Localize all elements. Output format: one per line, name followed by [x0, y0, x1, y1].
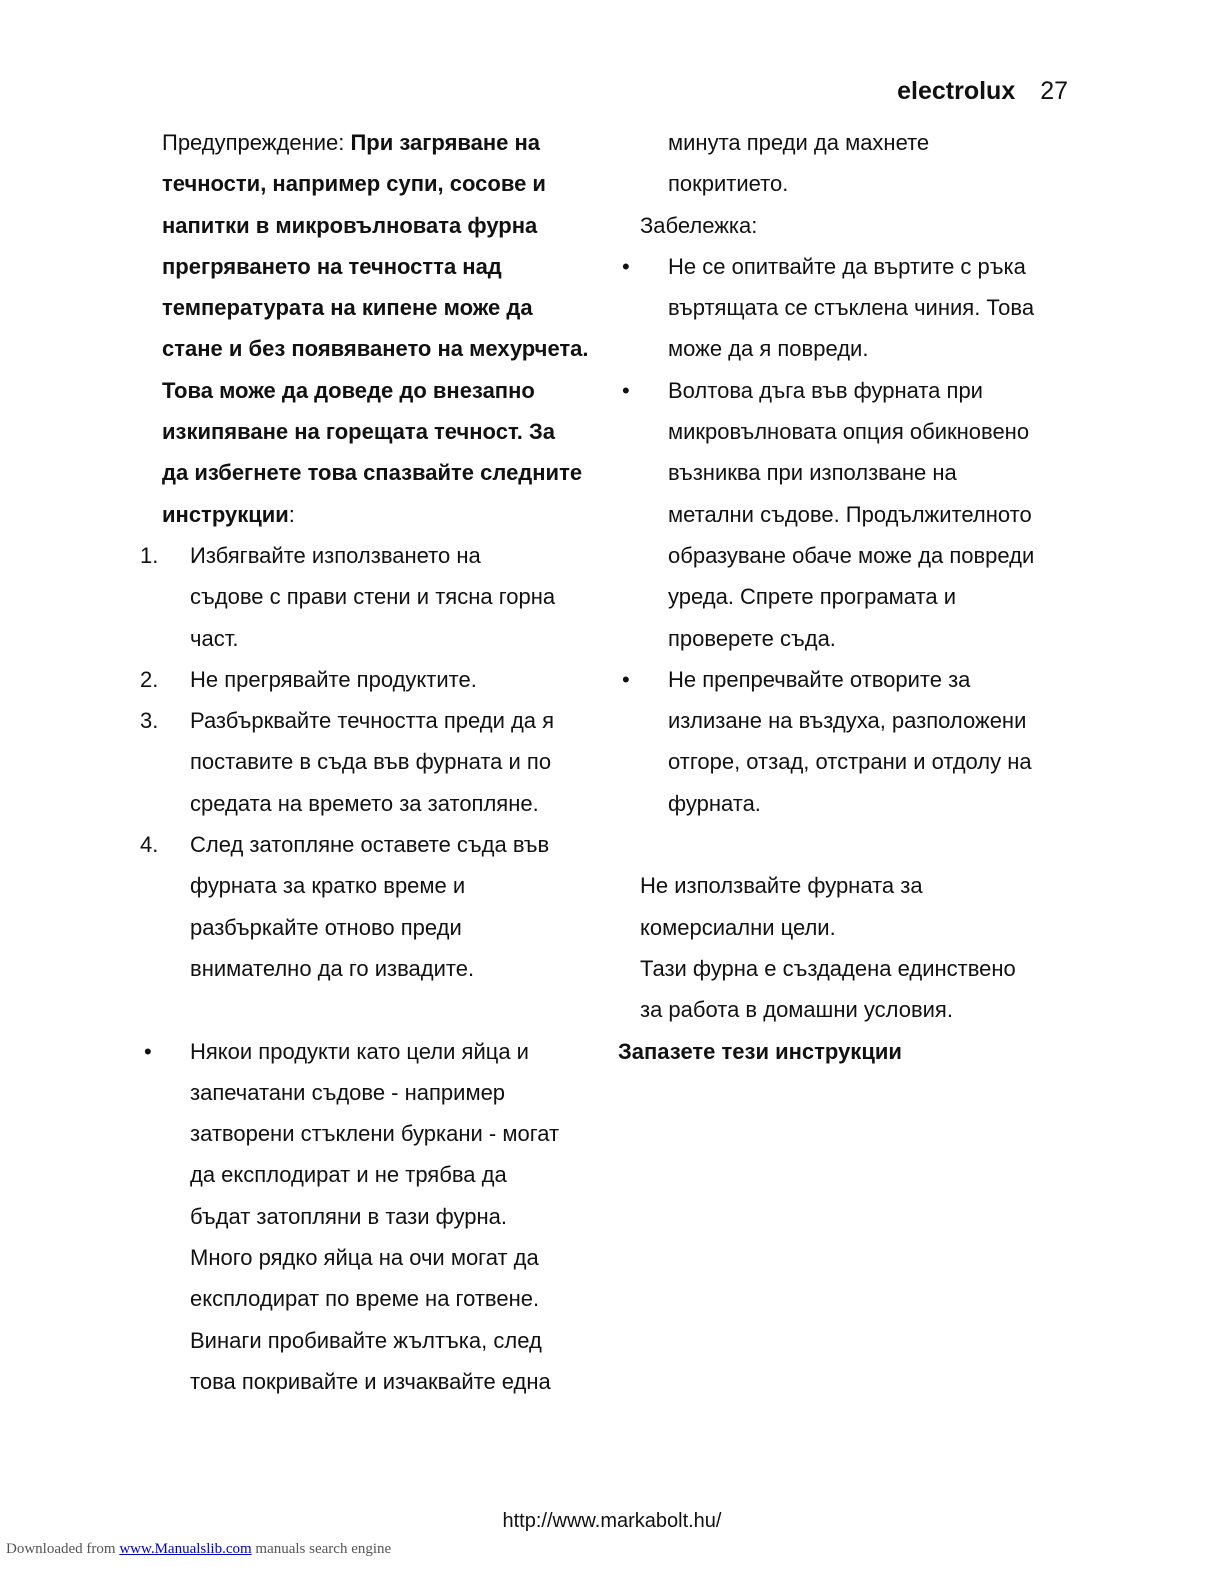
- note-bullet-2: [618, 370, 1088, 659]
- warning-line: да избегнете това спазвайте следните: [162, 460, 583, 486]
- warning-line-0: [162, 122, 610, 163]
- item-line: може да я повреди.: [668, 336, 869, 362]
- commercial-use-notice: [618, 865, 1088, 1030]
- warning-line: температурата на кипене може да: [162, 295, 533, 321]
- item-line: фурната за кратко време и: [190, 873, 466, 899]
- item-line: микровълновата опция обикновено: [668, 419, 1030, 445]
- item-line: да експлодират и не трябва да: [190, 1162, 507, 1188]
- item-line: внимателно да го извадите.: [190, 955, 475, 981]
- item-number: 3.: [140, 708, 159, 734]
- item-line: въртящата се стъклена чиния. Това: [668, 295, 1035, 321]
- item-number: 4.: [140, 832, 159, 858]
- downloaded-from-label: Downloaded from: [6, 1541, 116, 1557]
- right-column: [618, 122, 1088, 1072]
- item-line: Много рядко яйца на очи могат да: [190, 1245, 539, 1271]
- warning-line: стане и без появяването на мехурчета.: [162, 336, 589, 362]
- item-line: Разбърквайте течността преди да я: [190, 708, 555, 734]
- item-line: съдове с прави стени и тясна горна: [190, 584, 556, 610]
- item-line: средата на времето за затопляне.: [190, 790, 539, 816]
- page-number: 27: [1040, 77, 1068, 105]
- item-line: запечатани съдове - например: [190, 1079, 506, 1105]
- warning-line: напитки в микровълновата фурна: [162, 212, 538, 238]
- item-line: Избягвайте използването на: [190, 542, 481, 568]
- item-line: затворени стъклени буркани - могат: [190, 1121, 560, 1147]
- item-line: Не прегрявайте продуктите.: [190, 666, 477, 692]
- save-instructions-heading: Запазете тези инструкции: [618, 1038, 902, 1064]
- footer-url: http://www.markabolt.hu/: [502, 1510, 722, 1532]
- continuation-text: [618, 122, 1088, 205]
- spacer: [140, 989, 610, 1030]
- warning-line: изкипяване на горещата течност. За: [162, 419, 556, 445]
- item-line: Някои продукти като цели яйца и: [190, 1038, 529, 1064]
- notice-line: комерсиални цели.: [640, 914, 836, 940]
- item-line: бъдат затопляни в тази фурна.: [190, 1203, 507, 1229]
- continuation-line: минута преди да махнете: [668, 130, 930, 155]
- item-line: разбъркайте отново преди: [190, 914, 462, 940]
- notice-line: Тази фурна е създадена единствено: [640, 955, 1016, 981]
- item-line: Винаги пробивайте жълтъка, след: [190, 1327, 542, 1353]
- spacer: [618, 824, 1088, 865]
- bullet-icon: •: [622, 377, 630, 403]
- note-bullet-1: [618, 246, 1088, 370]
- warning-line: течности, например супи, сосове и: [162, 171, 546, 197]
- item-number: 2.: [140, 666, 159, 692]
- item-line: Волтова дъга във фурната при: [668, 377, 983, 403]
- item-line: отгоре, отзад, отстрани и отдолу на: [668, 749, 1032, 775]
- item-line: Не препречвайте отворите за: [668, 666, 971, 692]
- download-source-line: [6, 1541, 391, 1558]
- note-bullet-3: [618, 659, 1088, 824]
- manualslib-link[interactable]: www.Manualslib.com: [119, 1541, 252, 1557]
- item-line: излизане на въздуха, разположени: [668, 708, 1027, 734]
- item-line: поставите в съда във фурната и по: [190, 749, 552, 775]
- warning-colon: :: [288, 501, 295, 527]
- warning-line-last: [162, 494, 610, 535]
- item-line: уреда. Спрете програмата и: [668, 584, 956, 610]
- numbered-item-1: [140, 535, 610, 659]
- continuation-line: покритието.: [668, 171, 789, 197]
- item-line: фурната.: [668, 790, 761, 816]
- numbered-item-3: [140, 700, 610, 824]
- warning-paragraph: [140, 122, 610, 535]
- numbered-item-2: [140, 659, 610, 700]
- warning-text: При загряване на: [350, 130, 541, 155]
- item-line: възниква при използване на: [668, 460, 957, 486]
- bullet-icon: •: [144, 1038, 152, 1064]
- warning-label: Предупреждение:: [162, 130, 345, 155]
- warning-line: Това може да доведе до внезапно: [162, 377, 535, 403]
- item-line: образуване обаче може да повреди: [668, 542, 1035, 568]
- brand-name: electrolux: [897, 77, 1016, 105]
- search-engine-label: manuals search engine: [255, 1541, 392, 1557]
- item-number: 1.: [140, 542, 159, 568]
- item-line: експлодират по време на готвене.: [190, 1286, 540, 1312]
- warning-line: прегряването на течността над: [162, 253, 502, 279]
- item-line: част.: [190, 625, 239, 651]
- page-header: [897, 74, 1068, 108]
- warning-instructions-word: инструкции: [162, 501, 289, 527]
- notice-line: за работа в домашни условия.: [640, 997, 953, 1023]
- item-line: метални съдове. Продължителното: [668, 501, 1032, 527]
- bullet-icon: •: [622, 253, 630, 279]
- item-line: Не се опитвайте да въртите с ръка: [668, 253, 1026, 279]
- item-line: След затопляне оставете съда във: [190, 832, 550, 858]
- bullet-item-eggs: [140, 1031, 610, 1403]
- item-line: това покривайте и изчаквайте една: [190, 1368, 551, 1394]
- bullet-icon: •: [622, 666, 630, 692]
- note-label: Забележка:: [640, 212, 758, 238]
- item-line: проверете съда.: [668, 625, 836, 651]
- notice-line: Не използвайте фурната за: [640, 873, 923, 899]
- left-column: [140, 122, 610, 1402]
- numbered-item-4: [140, 824, 610, 989]
